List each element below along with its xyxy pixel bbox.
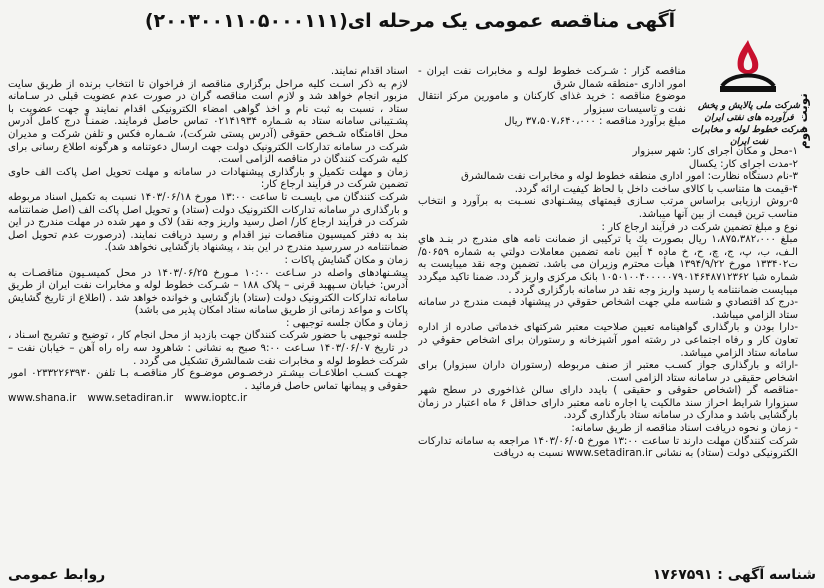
- org-name: شرکت ملی پالایش و پخش فرآورده های نفتی ایران شرکت خطوط لوله و مخابرات نفت ایران: [691, 101, 807, 147]
- paragraph: زمان و مکان گشایش پاکات :: [284, 254, 408, 266]
- tender-subject: موضوع مناقصه : خرید غذای کارکنان و مامورین مرکز انتقال نفت و تاسیسات سبزوار: [418, 91, 686, 115]
- tender-estimate: مبلغ برآورد مناقصه : ۳۷،۵۰۷،۶۴۰،۰۰۰ ریال: [504, 116, 686, 128]
- website-list: [8, 393, 408, 406]
- paragraph: ۴-قیمت ها متناسب با کالای ساخت داخل با لحاظ کیفیت ارائه گردد.: [514, 183, 798, 195]
- tender-summary: [418, 66, 686, 146]
- paragraph: ۲-مدت اجرای کار: یکسال: [688, 158, 798, 170]
- paragraph: مبلغ ۱،۸۷۵،۳۸۲،۰۰۰ ریال بصورت یك یا تركیبی از ضمانت نامه های مندرج در بنـد هاي الـف، ب، پ، ج، چ، ح، خ ماده ۴ آیین نامه تضمین معاملات دولتي به شماره ۵۰۶۵۹/ت۱۳۳۴۰۲ مورخ ۱۳۹۴/۹/۲۲ هیأت محترم وزیران می باشد. تضمین وجه نقد ميبايست به شماره شبا ۱۰۵۰۱۰۰۴۰۰۰۰۰۷۹۰۱۴۶۴۸۷۱۲۳۶۲ بانک مرکزی واریز گردد. ضمنا تاكيد میگردد میبايست ضمانتنامه یا رسید واریز وجه نقد در سامانه بارگزاری گردد .: [418, 234, 798, 296]
- publisher: روابط عمومی: [8, 567, 106, 583]
- paragraph: زمان و مکان جلسه توجیهی :: [285, 317, 408, 329]
- paragraph: جهـت کسـب اطلاعـات بیشـتر درخصـوص موضـوع کار مناقصـه بـا تلفن ۰۲۳۳۲۲۶۳۹۳۰ امور حقوقی و پیمانها تماس حاصل فرمائید .: [8, 368, 408, 392]
- paragraph: نوع و مبلغ تضمین شرکت در فرآیند ارجاع کار :: [601, 221, 798, 233]
- round-label: نوبت دوم: [796, 93, 810, 149]
- page-title: آگهی مناقصه عمومی یک مرحله ای(۲۰۰۳۰۰۱۱۰۵۰۰۰۱۱۱): [144, 10, 676, 32]
- paragraph: شرکت کنندگان می بایسـت تا ساعت ۱۳:۰۰ مورخ ۱۴۰۳/۰۶/۱۸ نسبت به تکمیل اسناد مربوطه و بارگذاری در سامانه تدارکات الکترونیک دولت (ستاد) و تحویل اصل پاکت الف (اصل ضمانتنامه شرکت در فرآیند ارجاع کار/ اصل رسید واریز وجه نقد) لاک و مهر شده در مهلت مندرج در این بند به دفتر کمیسیون مناقصات نیز اقدام و رسید دریافت نمایند. (درصورت عدم تحویل اصل ضمانتنامه در سررسید مندرج در این بند ، پیشنهاد بازگشایی نخواهد شد).: [8, 191, 408, 254]
- website-link[interactable]: www.shana.ir: [8, 393, 77, 405]
- paragraph: -درج کد اقتصادي و شناسه ملي جهت اشخاص حقوقي در پيشنهاد قیمت مندرج در سامانه ستاد الزامي ميباشد.: [418, 297, 798, 321]
- ad-id: شناسه آگهی : ۱۷۶۷۵۹۱: [652, 567, 816, 583]
- paragraph: ۳-نام دستگاه نظارت: امور اداری منطقه خطوط لوله و مخابرات نفت شمالشرق: [461, 171, 798, 183]
- paragraph: ۱-محل و مکان اجرای کار: شهر سبزوار: [632, 146, 798, 157]
- paragraph: زمان و مهلت تکمیل و بارگذاری پیشنهادات در سامانه و مهلت تحویل اصل پاکت الف حاوی تضمین شرکت در فرآیند ارجاع کار:: [8, 166, 408, 191]
- right-column: [418, 146, 798, 570]
- website-link[interactable]: www.ioptc.ir: [184, 393, 248, 405]
- paragraph: اسناد اقدام نمایند.: [330, 66, 408, 77]
- paragraph: - زمان و نحوه دریافت اسناد مناقصه از طریق سامانه:: [571, 423, 798, 435]
- nioc-logo-icon: [712, 36, 784, 98]
- paragraph: -دارا بودن و بارگذاری گواهینامه تعیین صلاحیت معتبر شرکتهای خدماتی صادره از اداره تعاون کار و رفاه اجتماعی در رشته امور آشپزخانه و رستوران برای اشخاص حقوقي در سامانه ستاد الزامي ميباشد.: [418, 322, 798, 359]
- website-link[interactable]: www.setadiran.ir: [87, 393, 174, 405]
- paragraph: شرکت کنندگان مهلت دارند تا ساعت ۱۳:۰۰ مورخ ۱۴۰۳/۰۶/۰۵ مراجعه به سامانه تدارکات الکترونیکی دولت (ستاد) به نشانی www.setadiran.ir نسبت به دریافت: [418, 435, 798, 460]
- paragraph: پیشـنهادهای واصله در سـاعت ۱۰:۰۰ مـورخ ۱۴۰۳/۰۶/۲۵ در محل کمیسـیون مناقصـات به آدرس: خیابان سـپهبد قرنی – پلاک ۱۸۸ – شـرکت خطوط لوله و مخابرات نفت ایران از طریق سامانه تدارکات الکترونیک دولت (ستاد) بازگشایی و خوانده خواهد شد . (اطلاع از تاریخ گشایش پاکات و مواعد زمانی از طریق سامانه ستاد امکان پذیر می باشد): [8, 267, 408, 317]
- tender-organizer: مناقصه گزار : شـرکت خطوط لولـه و مخابرات نفت ایران - امور اداری -منطقه شمال شرق: [418, 66, 686, 90]
- paragraph: جلسه توجیهی با حضور شرکت کنندگان جهت بازدید از محل انجام کار ، توضیح و تشریح اسـناد ، در تاریخ ۱۴۰۳/۰۶/۰۷ سـاعت ۹:۰۰ صبح به نشانی : شاهرود سه راه راه آهن – خیابان نفت – شرکت خطوط لوله و مخابرات نفت شمالشرق تشکیل می گردد .: [8, 330, 408, 367]
- paragraph: ۵-روش ارزیابی براساس مرتب سـازی قیمتهای پیشـنهادی نسـبت به برآورد و انتخاب مناسب ترین قیمت از بین آنها میباشد.: [418, 196, 798, 220]
- paragraph: -ارائه و بارگذاری جواز کسـب معتبر از صنف مربوطه (رستوران داران سبزوار) برای اشخاص حقیقی در سامانه ستاد الزامی است.: [418, 360, 798, 384]
- left-column: [8, 66, 408, 556]
- paragraph: -مناقصه گر (اشخاص حقوقی و حقیقی ) بایدد دارای سالن غذاخوری در سطح شهر سبزوارا شرایط احراز سند مالکیت یا اجاره نامه معتبر دارای حداقل ۶ ماه اعتبار در زمان بارگشایی باشد و مدارک در سامانه ستاد بارگذاری گردد.: [418, 385, 798, 422]
- paragraph: لازم به ذکر اسـت کلیه مراحل برگزاری مناقصه از فراخوان تا انتخاب برنده از طریق سایت مزبور انجام خواهد شد و لازم است مناقصه گران در صورت عدم عضویت قبلی در سـامانه ستاد ، نسبت به ثبت نام و اخذ گواهی امضاء الکترونیکی اقدام نمایند و جهت عضویت با پشـتیبانی سامانه ستاد به شـماره ۰۲۱۴۱۹۳۴ تماس حاصل فرمایند. ضمنـاً درج کامل آدرس محل اقامتگاه شـخص حقوقی (آدرس پستی شرکت)، شـماره فکس و تلفن شرکت و مدیران شرکت در سامانه تدارکات الکترونیک دولت جهت ارسال دعوتنامه و هرگونه اطلاع رسانی برای کلیه شرکت کنندگان در مناقصه الزامی است.: [8, 78, 408, 166]
